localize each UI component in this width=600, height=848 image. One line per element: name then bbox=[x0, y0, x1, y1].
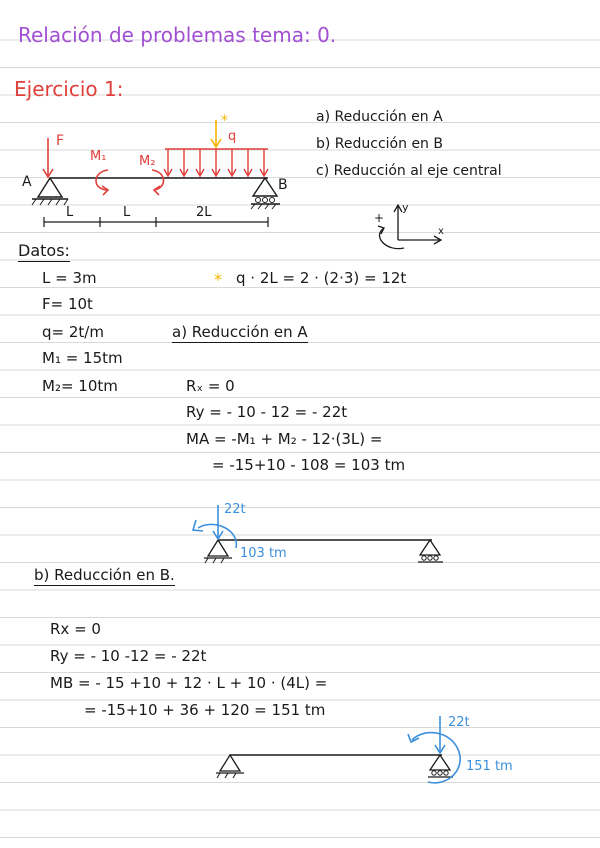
part-a-line-3: MA = -M₁ + M₂ - 12·(3L) = bbox=[186, 430, 383, 448]
label-m1: M₁ bbox=[90, 149, 107, 164]
label-plus: + bbox=[374, 211, 385, 225]
datos-q: q= 2t/m bbox=[42, 323, 104, 341]
pin-support-b-left bbox=[216, 755, 244, 778]
part-a-force-label: 22t bbox=[224, 502, 246, 517]
part-b-line-3: MB = - 15 +10 + 12 · L + 10 · (4L) = bbox=[50, 674, 328, 692]
task-c: c) Reducción al eje central bbox=[316, 163, 502, 179]
resultant-star: * bbox=[214, 270, 222, 289]
datos-m1: M₁ = 15tm bbox=[42, 349, 123, 367]
dim-label-3: 2L bbox=[196, 205, 212, 220]
label-x: x bbox=[438, 226, 444, 237]
dim-label-2: L bbox=[123, 205, 131, 220]
label-q: q bbox=[228, 129, 237, 144]
task-a: a) Reducción en A bbox=[316, 109, 443, 125]
part-a-line-2: Ry = - 10 - 12 = - 22t bbox=[186, 403, 348, 421]
datos-f: F= 10t bbox=[42, 295, 93, 313]
exercise-heading: Ejercicio 1: bbox=[14, 77, 124, 101]
part-a-heading: a) Reducción en A bbox=[172, 323, 308, 341]
label-f: F bbox=[56, 133, 65, 149]
task-b: b) Reducción en B bbox=[316, 136, 443, 152]
part-b-moment-label: 151 tm bbox=[466, 759, 513, 774]
part-b-line-2: Ry = - 10 -12 = - 22t bbox=[50, 647, 207, 665]
resultant-formula: q · 2L = 2 · (2·3) = 12t bbox=[236, 269, 407, 287]
label-b: B bbox=[278, 177, 288, 193]
datos-m2: M₂= 10tm bbox=[42, 377, 118, 395]
label-y: y bbox=[402, 201, 409, 214]
part-a-line-1: Rₓ = 0 bbox=[186, 377, 235, 395]
part-b-line-4: = -15+10 + 36 + 120 = 151 tm bbox=[84, 701, 326, 719]
part-b-heading: b) Reducción en B. bbox=[34, 566, 175, 584]
label-a: A bbox=[22, 174, 32, 190]
roller-support-b-right bbox=[428, 755, 453, 777]
label-m2: M₂ bbox=[139, 154, 156, 169]
page-title: Relación de problemas tema: 0. bbox=[18, 23, 337, 47]
part-b-line-1: Rx = 0 bbox=[50, 620, 101, 638]
dim-label-1: L bbox=[66, 205, 74, 220]
label-star: * bbox=[221, 113, 228, 129]
part-a-line-4: = -15+10 - 108 = 103 tm bbox=[212, 456, 406, 474]
datos-heading: Datos: bbox=[18, 241, 70, 260]
part-a-moment-label: 103 tm bbox=[240, 546, 287, 561]
datos-l: L = 3m bbox=[42, 269, 97, 287]
part-b-force-label: 22t bbox=[448, 715, 470, 730]
